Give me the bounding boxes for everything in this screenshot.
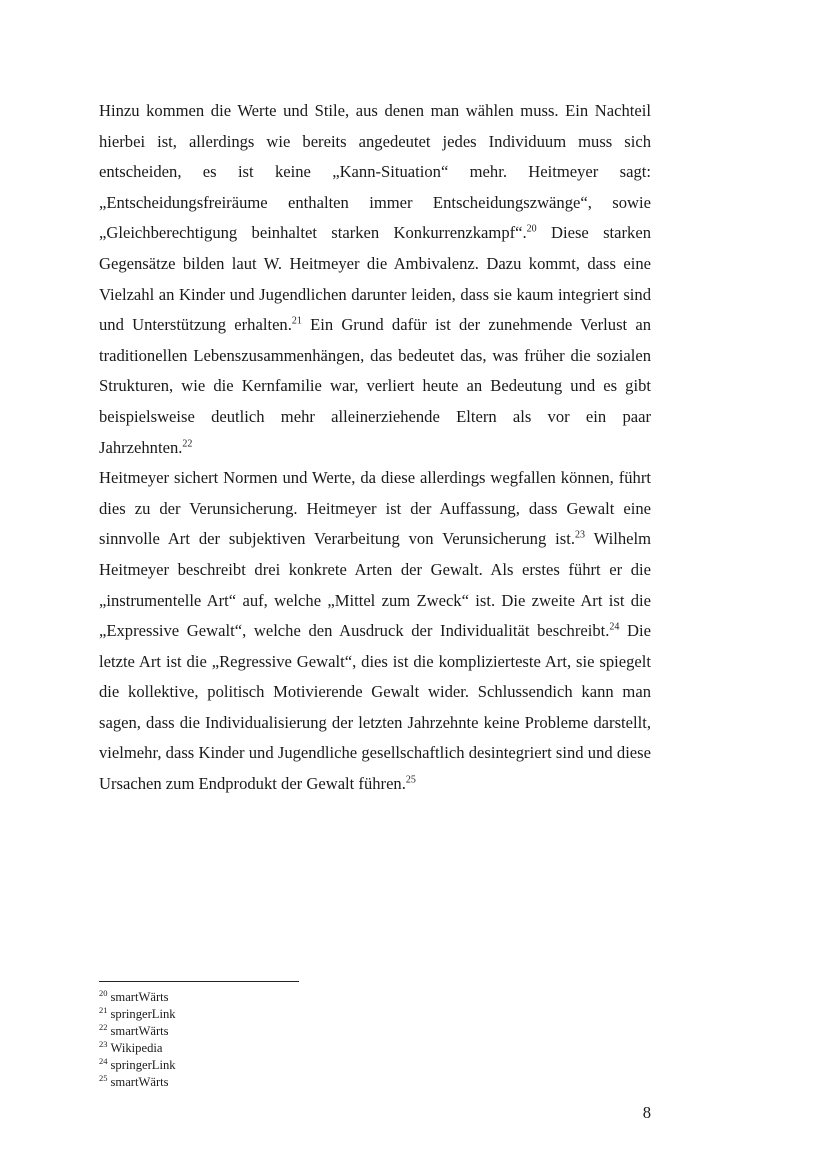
paragraph-1-sentence-3: Ein Grund dafür ist der zunehmende Verlust an traditionellen Lebenszusammenhängen, das bedeutet das, was früher die sozialen Strukturen, wie die Kernfamilie war, verliert heute an Bedeutung und es gibt beispielsweise deutlich mehr alleinerziehende Eltern als vor ein paar Jahrzehnten. [99,315,651,457]
footnote-24 [99,1057,499,1074]
footnote-ref-25: 25 [405,774,416,786]
footnote-number: 25 [99,1072,108,1083]
footnotes [99,989,499,1091]
footnote-25 [99,1074,499,1091]
body-text [99,96,651,800]
footnote-text: Wikipedia [110,1041,163,1055]
footnote-number: 22 [99,1021,108,1032]
footnote-text: smartWärts [110,1024,169,1038]
footnote-number: 23 [99,1038,108,1049]
page-number: 8 [642,1103,651,1122]
footnote-number: 21 [99,1004,108,1015]
footnote-separator [99,981,299,982]
paragraph-2 [99,463,651,800]
footnote-23 [99,1040,499,1057]
footnote-text: smartWärts [110,990,169,1004]
footnote-text: springerLink [110,1007,176,1021]
footnote-ref-23: 23 [575,529,585,541]
footnote-text: smartWärts [110,1075,169,1089]
footnote-ref-21: 21 [291,315,302,327]
footnote-ref-22: 22 [182,438,193,449]
footnote-22 [99,1023,499,1040]
footnote-20 [99,989,499,1006]
footnote-ref-20: 20 [526,223,537,235]
footnote-number: 20 [99,987,108,998]
paragraph-2-sentence-2: Wilhelm Heitmeyer beschreibt drei konkrete Arten der Gewalt. Als erstes führt er die „instrumentelle Art“ auf, welche „Mittel zum Zweck“ ist. Die zweite Art ist die „Expressive Gewalt“, welche den Ausdruck der Individualität beschreibt. [99,529,651,641]
footnote-ref-24: 24 [609,621,620,633]
footnote-21 [99,1006,499,1023]
paragraph-1-sentence-2: Diese starken Gegensätze bilden laut W. Heitmeyer die Ambivalenz. Dazu kommt, dass eine Vielzahl an Kinder und Jugendlichen darunter leiden, dass sie kaum integriert sind und Unterstützung erhalten. [99,223,651,335]
footnote-number: 24 [99,1055,108,1066]
footnote-text: springerLink [110,1058,176,1072]
paragraph-2-sentence-3: Die letzte Art ist die „Regressive Gewalt“, dies ist die komplizierteste Art, sie spiegelt die kollektive, politisch Motivierende Gewalt wider. Schlussendich kann man sagen, dass die Individualisierung der letzten Jahrzehnte keine Probleme darstellt, vielmehr, dass Kinder und Jugendliche gesellschaftlich desintegriert sind und diese Ursachen zum Endprodukt der Gewalt führen. [99,621,651,794]
paragraph-1 [99,96,651,463]
paragraph-1-sentence-1: Hinzu kommen die Werte und Stile, aus denen man wählen muss. Ein Nachteil hierbei ist, allerdings wie bereits angedeutet jedes Individuum muss sich entscheiden, es ist keine „Kann-Situation“ mehr. Heitmeyer sagt: „Entscheidungsfreiräume enthalten immer Entscheidungszwänge“, sowie „Gleichberechtigung beinhaltet starken Konkurrenzkampf“. [99,101,651,243]
paragraph-2-sentence-1: Heitmeyer sichert Normen und Werte, da diese allerdings wegfallen können, führt dies zu der Verunsicherung. Heitmeyer ist der Auffassung, dass Gewalt eine sinnvolle Art der subjektiven Verarbeitung von Verunsicherung ist. [99,468,651,549]
